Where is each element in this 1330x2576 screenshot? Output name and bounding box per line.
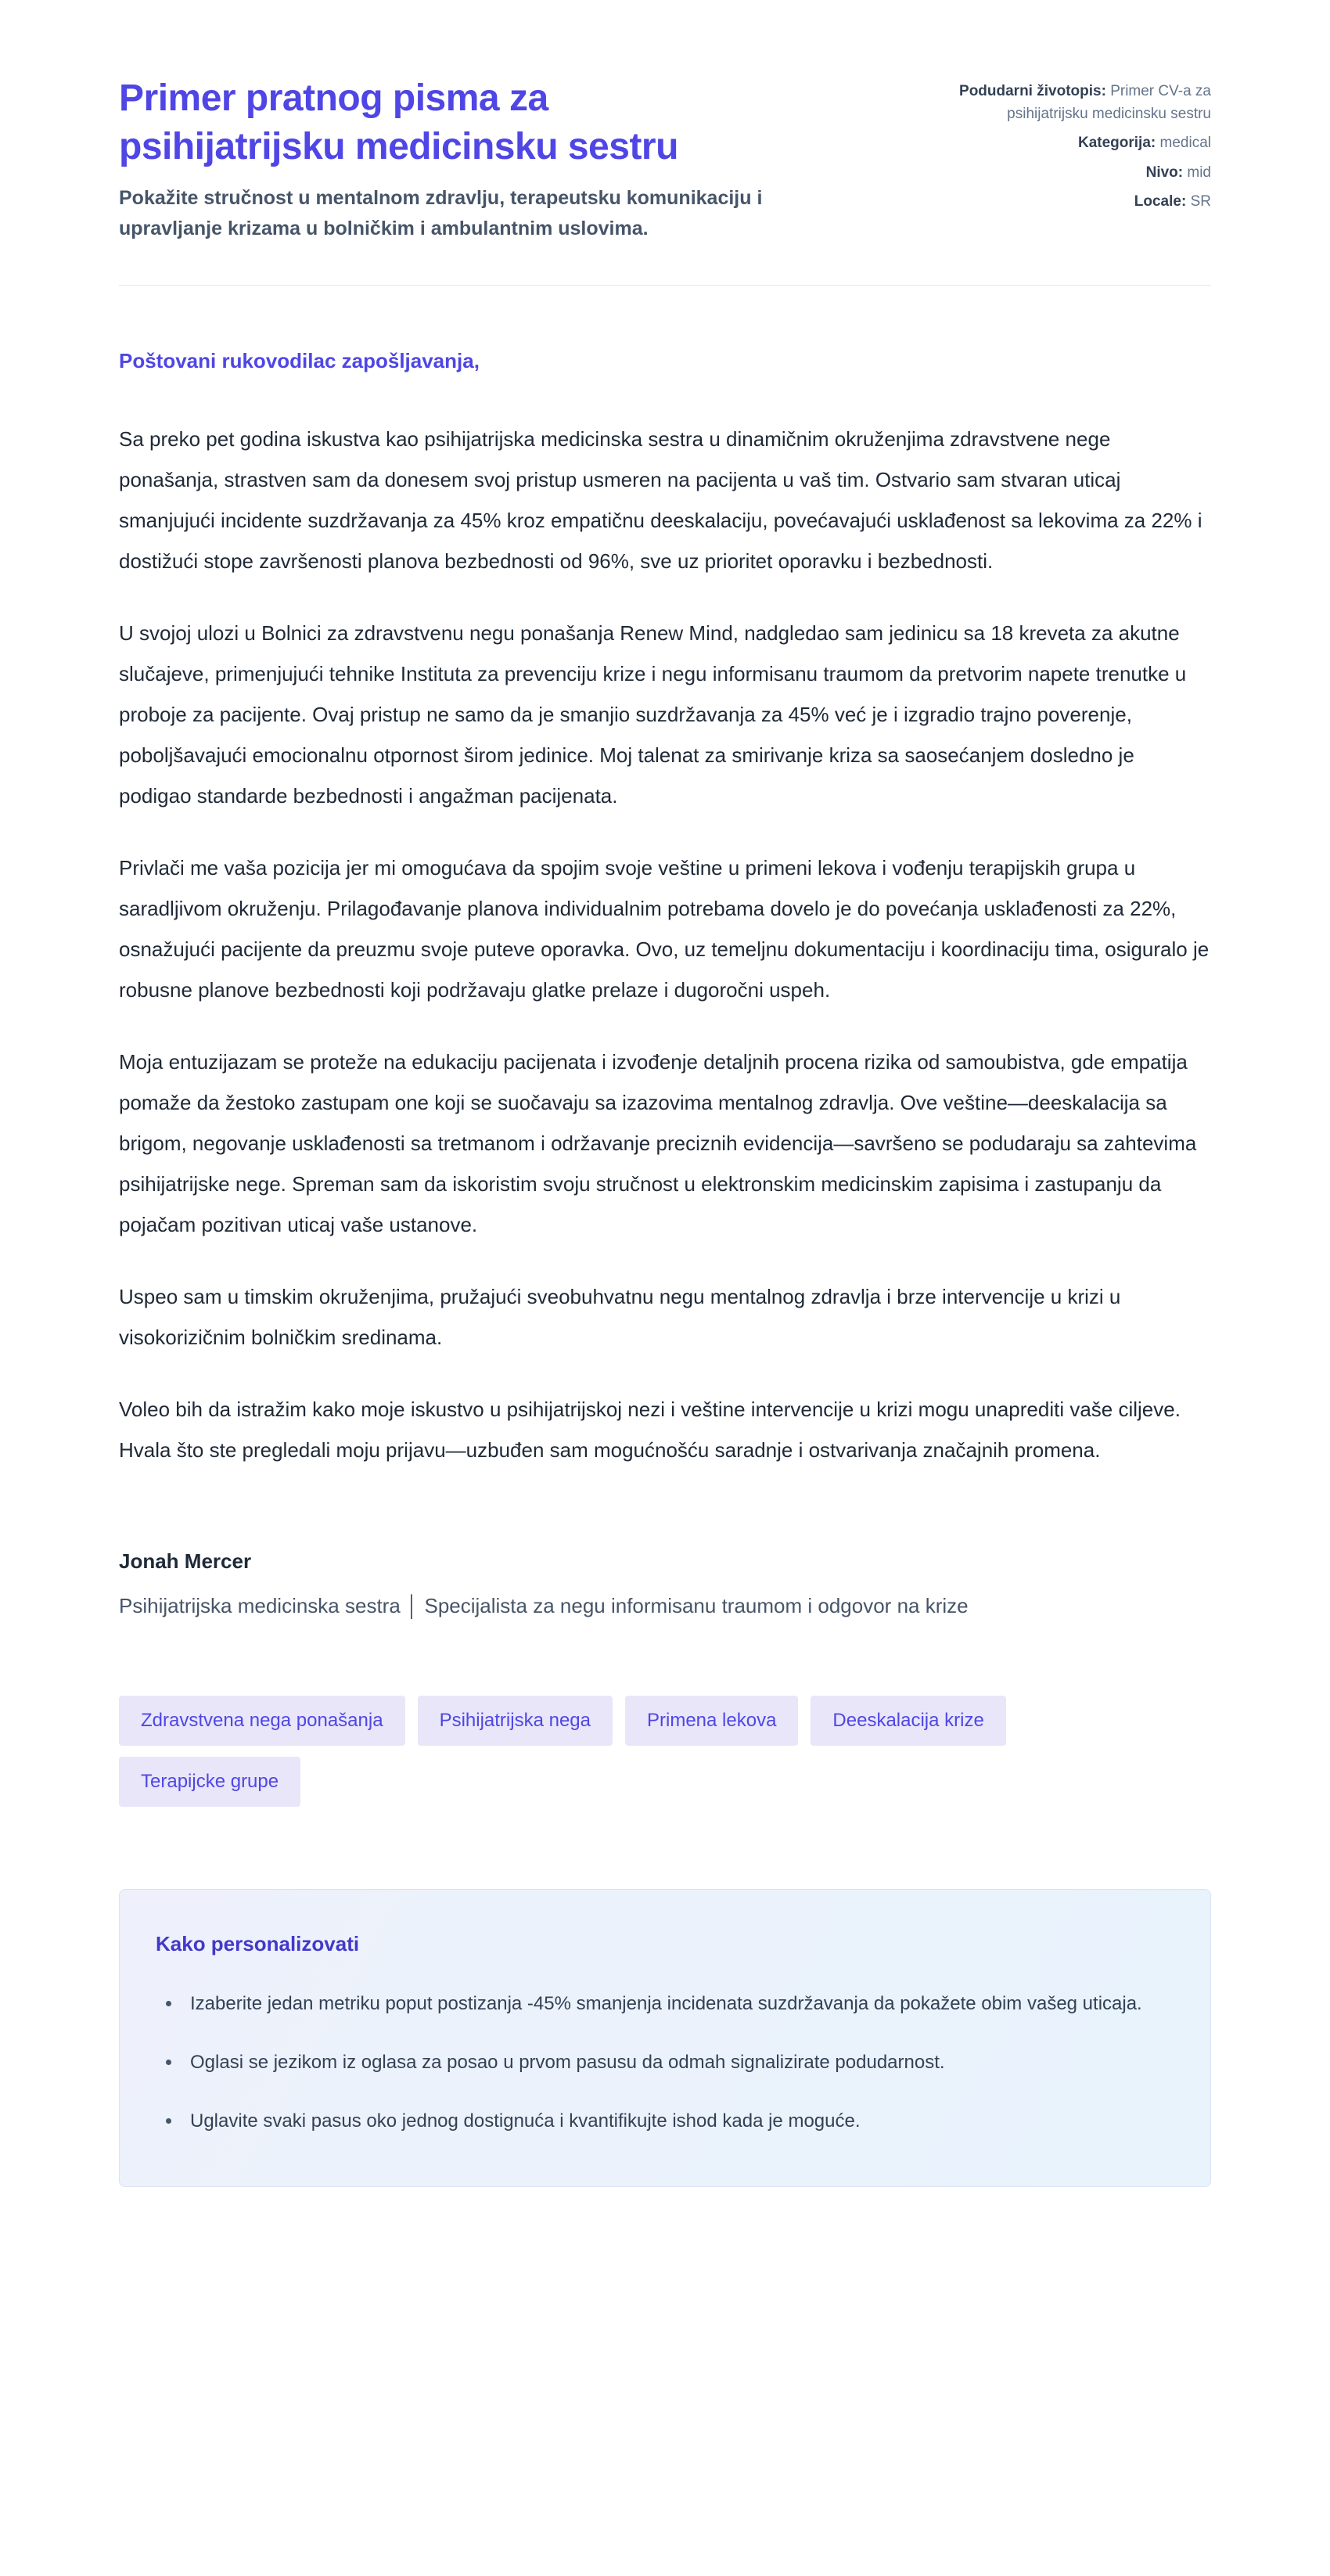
letter-paragraph-1: Sa preko pet godina iskustva kao psihijatrijska medicinska sestra u dinamičnim okruženjima zdravstvene nege ponašanja, strastven sam da donesem svoj pristup usmeren na pacijenta u vaš tim. Ostvario sam stvaran uticaj smanjujući incidente suzdržavanja za 45% kroz empatičnu deeskalaciju, povećavajući usklađenost sa lekovima za 22% i dostižući stope završenosti planova bezbednosti od 96%, sve uz prioritet oporavku i bezbednosti. <box>119 427 1202 574</box>
tip-item-3: • Uglavite svaki pasus oko jednog dostignuća i kvantifikujte ishod kada je moguće. <box>182 2102 1166 2140</box>
tips-list <box>156 1984 1166 2141</box>
letter-paragraph-4: Moja entuzijazam se proteže na edukaciju pacijenata i izvođenje detaljnih procena rizika od samoubistva, gde empatija pomaže da žestoko zastupam one koji se suočavaju sa izazovima mentalnog zdravlja. Ove veštine—deeskalacija sa brigom, negovanje usklađenosti sa tretmanom i održavanje preciznih evidencija—savršeno se podudaraju sa zahtevima psihijatrijske nege. Spreman sam da iskoristim svoju stručnost u elektronskim medicinskim zapisima i zastupanju da pojačam pozitivan uticaj vaše ustanove. <box>119 1050 1197 1237</box>
letter-paragraph-2: U svojoj ulozi u Bolnici za zdravstvenu negu ponašanja Renew Mind, nadgledao sam jedinicu sa 18 kreveta za akutne slučajeve, primenjujući tehnike Instituta za prevenciju krize i negu informisanu traumom da pretvorim napete trenutke u proboje za pacijente. Ovaj pristup ne samo da je smanjio suzdržavanja za 45% već je i izgradio trajno poverenje, poboljšavajući emocionalnu otpornost širom jedinice. Moj talenat za smirivanje kriza sa saosećanjem dosledno je podigao standarde bezbednosti i angažman pacijenata. <box>119 621 1187 808</box>
meta-level <box>898 162 1211 185</box>
cover-letter <box>119 347 1211 1621</box>
meta-locale-value: SR <box>1190 193 1211 210</box>
page-subtitle: Pokažite stručnost u mentalnom zdravlju, terapeutsku komunikaciju i upravljanje krizama u bolničkim i ambulantnim uslovima. <box>119 186 763 239</box>
tag-chip-therapy-groups[interactable]: Terapijcke grupe <box>119 1757 300 1807</box>
page-header <box>119 74 1211 244</box>
tag-row-2 <box>119 1757 1211 1807</box>
meta-category <box>898 132 1211 155</box>
tag-chip-medication-administration[interactable]: Primena lekova <box>625 1696 798 1746</box>
signature-name: Jonah Mercer <box>119 1549 252 1574</box>
meta-category-label: Kategorija: <box>1077 135 1156 151</box>
header-title-block <box>119 74 768 244</box>
tip-item-2: • Oglasi se jezikom iz oglasa za posao u prvom pasusu da odmah signalizirate podudarnost. <box>182 2043 1166 2081</box>
meta-panel <box>898 74 1211 221</box>
tag-chip-psychiatric-nursing[interactable]: Psihijatrijska nega <box>418 1696 613 1746</box>
tag-chip-behavioral-health[interactable]: Zdravstvena nega ponašanja <box>119 1696 405 1746</box>
letter-paragraph-3: Privlači me vaša pozicija jer mi omogućava da spojim svoje veštine u primeni lekova i vođenju terapijskih grupa u saradljivom okruženju. Prilagođavanje planova individualnim potrebama dovelo je do povećanja usklađenosti za 22%, osnažujući pacijente da preuzmu svoje puteve oporavka. Ovo, uz temeljnu dokumentaciju i koordinaciju tima, osiguralo je robusne planove bezbednosti koji podržavaju glatke prelaze i dugoročni uspeh. <box>119 856 1210 1002</box>
letter-greeting: Poštovani rukovodilac zapošljavanja, <box>119 348 480 372</box>
meta-matching-resume <box>898 81 1211 125</box>
meta-level-value: mid <box>1187 164 1211 181</box>
tag-list <box>119 1696 1211 1807</box>
header-divider <box>119 285 1211 286</box>
page-title: Primer pratnog pisma za psihijatrijsku medicinsku sestru <box>119 77 678 168</box>
letter-paragraph-5: Uspeo sam u timskim okruženjima, pružajući sveobuhvatnu negu mentalnog zdravlja i brze intervencije u krizi u visokorizičnim bolničkim sredinama. <box>119 1285 1121 1350</box>
tag-chip-crisis-deescalation[interactable]: Deeskalacija krize <box>811 1696 1005 1746</box>
meta-category-value: medical <box>1159 135 1211 151</box>
meta-level-label: Nivo: <box>1145 164 1184 181</box>
letter-paragraph-6: Voleo bih da istražim kako moje iskustvo u psihijatrijskoj nezi i veštine intervencije u krizi mogu unaprediti vaše ciljeve. Hvala što ste pregledali moju prijavu—uzbuđen sam mogućnošću saradnje i ostvarivanja značajnih promena. <box>119 1398 1181 1462</box>
personalization-tips-box <box>119 1889 1211 2187</box>
signature-title: Psihijatrijska medicinska sestra │ Specijalista za negu informisanu traumom i odgovor na krize <box>119 1593 969 1617</box>
tag-row-1 <box>119 1696 1211 1746</box>
tips-title: Kako personalizovati <box>156 1931 360 1955</box>
meta-locale-label: Locale: <box>1134 193 1187 210</box>
meta-matching-resume-label: Podudarni životopis: <box>959 83 1106 99</box>
meta-locale <box>898 191 1211 214</box>
tip-item-1: • Izaberite jedan metriku poput postizanja -45% smanjenja incidenata suzdržavanja da pokažete obim vašeg uticaja. <box>182 1984 1166 2023</box>
meta-matching-resume-value: Primer CV-a za psihijatrijsku medicinsku sestru <box>1007 83 1211 122</box>
